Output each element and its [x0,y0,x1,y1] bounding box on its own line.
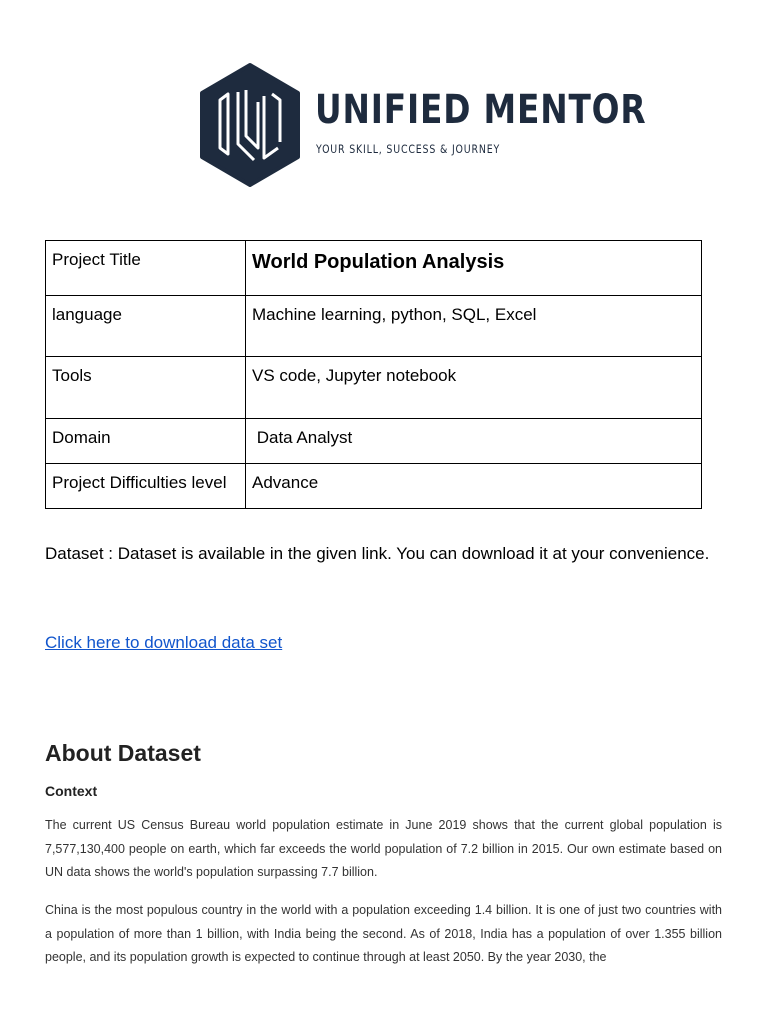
context-paragraph-1: The current US Census Bureau world population estimate in June 2019 shows that the current global population is 7,577,130,400 people on earth, which far exceeds the world population of 7.2 billion in 2015. Our own estimate based on UN data shows the world's population surpassing 7.7 billion. [45,818,722,879]
unified-mentor-logo-icon [198,62,302,188]
context-paragraph-2: China is the most populous country in the world with a population exceeding 1.4 billion. It is one of just two countries with a population of more than 1 billion, with India being the second. As of 2018, India has a population of over 1.355 billion people, and its population growth is expected to continue through at least 2050. By the year 2030, the [45,903,722,964]
dataset-description: Dataset : Dataset is available in the given link. You can download it at your convenience. [45,544,710,563]
tools-label: Tools [46,357,246,419]
difficulty-label: Project Difficulties level [46,464,246,509]
tools-value: VS code, Jupyter notebook [246,357,702,419]
project-info-table [45,240,702,509]
project-title-label: Project Title [46,241,246,296]
context-heading: Context [45,783,98,799]
table-row [46,419,702,464]
language-label: language [46,296,246,357]
domain-value: Data Analyst [246,419,702,464]
about-dataset-heading: About Dataset [45,740,201,766]
logo-tagline: YOUR SKILL, SUCCESS & JOURNEY [316,142,501,156]
difficulty-value: Advance [246,464,702,509]
language-value: Machine learning, python, SQL, Excel [246,296,702,357]
table-row [46,296,702,357]
company-logo [198,62,647,188]
table-row [46,464,702,509]
project-title-value: World Population Analysis [246,241,702,296]
logo-wordmark: UNIFIED MENTOR [315,87,647,133]
table-row [46,241,702,296]
download-dataset-link[interactable]: Click here to download data set [45,633,283,652]
table-row [46,357,702,419]
domain-label: Domain [46,419,246,464]
